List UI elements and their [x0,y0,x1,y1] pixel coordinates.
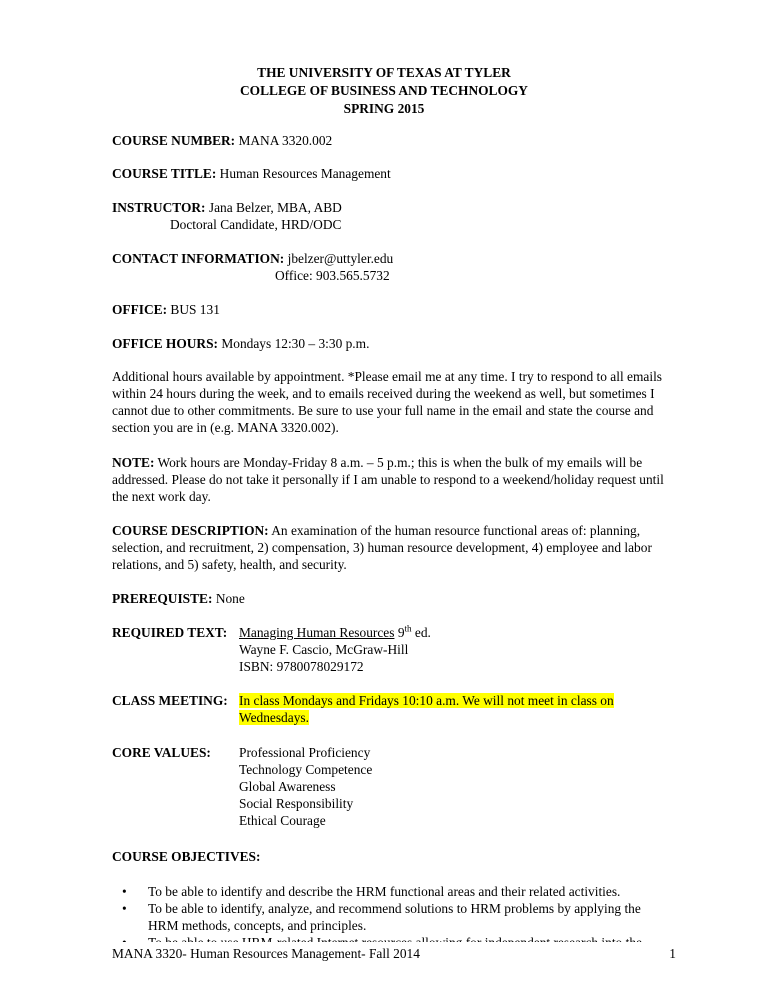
core-value-item: Ethical Courage [239,813,326,828]
textbook-author: Wayne F. Cascio, McGraw-Hill [239,642,409,657]
additional-hours-paragraph: Additional hours available by appointment. *Please email me at any time. I try to respond to all emails within 24 hours during the week, and to emails received during the weekend as well, but sometimes I cannot due to other commitments. Be sure to use your full name in the email and state the course and section you are in (e.g. MANA 3320.002). [112,369,662,435]
core-value-item: Professional Proficiency [239,745,371,760]
class-meeting-label: CLASS MEETING: [112,693,228,708]
required-text-label: REQUIRED TEXT: [112,625,228,640]
class-meeting-details [239,692,689,726]
bullet-icon: • [122,901,127,916]
course-description-label: COURSE DESCRIPTION: [112,523,269,538]
course-number-label: COURSE NUMBER: [112,133,236,148]
course-title-value: Human Resources Management [219,166,391,181]
list-item: • To be able to identify and describe the HRM functional areas and their related activities. [122,884,621,899]
semester: SPRING 2015 [343,101,425,116]
instructor-line [112,199,342,216]
textbook-title-line [239,624,689,641]
university-name: THE UNIVERSITY OF TEXAS AT TYLER [257,65,511,80]
textbook-title: Managing Human Resources [239,625,395,640]
office-label: OFFICE: [112,302,168,317]
office-hours-line [112,335,369,352]
bullet-icon: • [122,884,127,899]
page-number: 1 [669,946,676,961]
core-value-item: Social Responsibility [239,796,354,811]
list-item: • To be able to identify, analyze, and recommend solutions to HRM problems by applying the HRM methods, concepts, and principles. [122,901,641,933]
core-value-item: Technology Competence [239,762,373,777]
course-number-line [112,132,332,149]
prerequisite-label: PREREQUISTE: [112,591,213,606]
instructor-name: Jana Belzer, MBA, ABD [208,200,342,215]
instructor-label: INSTRUCTOR: [112,200,206,215]
office-hours-label: OFFICE HOURS: [112,336,219,351]
footer-text: MANA 3320- Human Resources Management- Fall 2014 [112,946,420,961]
textbook-edition-num: 9 [397,625,405,640]
textbook-edition-sup: th [404,623,412,634]
core-values-list [239,744,689,829]
course-number-value: MANA 3320.002 [238,133,333,148]
note-text: Work hours are Monday-Friday 8 a.m. – 5 p.m.; this is when the bulk of my emails will be addressed. Please do not take it personally if I am unable to respond to a weekend/holiday request until the next work day. [112,455,664,504]
textbook-edition-rest: ed. [414,625,431,640]
course-description-paragraph [112,522,672,573]
course-title-line [112,165,391,182]
document-header [0,64,768,118]
contact-line [112,250,393,267]
textbook-isbn: ISBN: 9780078029172 [239,659,364,674]
college-name: COLLEGE OF BUSINESS AND TECHNOLOGY [240,83,528,98]
course-title-label: COURSE TITLE: [112,166,217,181]
office-value: BUS 131 [170,302,220,317]
class-meeting-line2: Wednesdays. [239,710,309,725]
course-objectives-list [112,883,672,951]
note-paragraph [112,454,672,505]
contact-label: CONTACT INFORMATION: [112,251,285,266]
course-objectives-label: COURSE OBJECTIVES: [112,849,261,864]
note-label: NOTE: [112,455,155,470]
core-values-label: CORE VALUES: [112,745,211,760]
office-hours-value: Mondays 12:30 – 3:30 p.m. [221,336,370,351]
prerequisite-value: None [215,591,245,606]
prerequisite-line [112,590,245,607]
required-text-details [239,624,689,675]
page-footer [112,945,674,962]
office-line [112,301,220,318]
class-meeting-line1: In class Mondays and Fridays 10:10 a.m. We will not meet in class on [239,693,614,708]
core-value-item: Global Awareness [239,779,336,794]
contact-office-phone: Office: 903.565.5732 [275,268,390,283]
course-description-text: An examination of the human resource functional areas of: planning, selection, and recruitment, 2) compensation, 3) human resource development, 4) employee and labor relations, and 5) safety, health, and security. [112,523,652,572]
contact-email[interactable]: jbelzer@uttyler.edu [287,251,394,266]
instructor-credential: Doctoral Candidate, HRD/ODC [170,217,342,232]
